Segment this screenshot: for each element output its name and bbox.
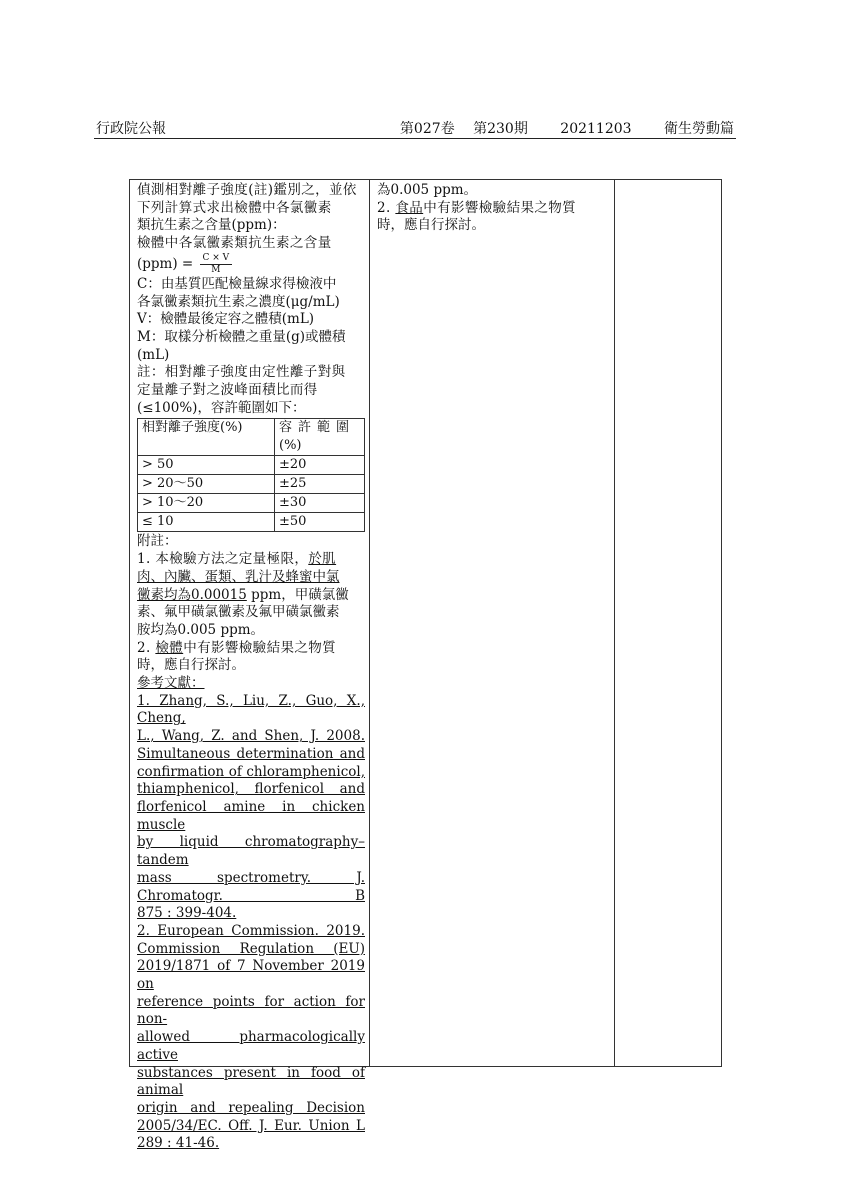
document-table bbox=[129, 179, 722, 1152]
intro-line-2: 下列計算式求出檢體中各氯黴素 bbox=[137, 199, 332, 216]
def-line-5: (mL) bbox=[137, 346, 170, 363]
appendix1-line-3: 黴素均為0.00015 ppm，甲磺氯黴 bbox=[137, 586, 349, 603]
ref2-line: 289 : 41-46. bbox=[137, 1135, 220, 1152]
def-line-1: C：由基質匹配檢量線求得檢液中 bbox=[137, 275, 337, 292]
table-row bbox=[138, 494, 365, 513]
ref1-line: Simultaneous determination and bbox=[137, 745, 365, 762]
appendix2-line-1: 2. 檢體中有影響檢驗結果之物質 bbox=[137, 639, 337, 656]
formula: (ppm) = $\frac{C \times V}{M}$ bbox=[137, 253, 365, 276]
appendix1-line-5: 胺均為0.005 ppm。 bbox=[137, 621, 265, 638]
ref2-line: origin and repealing Decision bbox=[137, 1099, 365, 1116]
revised-line-3: 時，應自行探討。 bbox=[377, 217, 485, 234]
ref1-line: L., Wang, Z. and Shen, J. 2008. bbox=[137, 728, 365, 745]
cell-intensity: > 50 bbox=[138, 456, 275, 475]
intro-line-1: 偵測相對離子強度(註)鑑別之，並依 bbox=[137, 182, 357, 198]
table-header-row bbox=[138, 419, 365, 456]
date-label: 20211203 bbox=[560, 121, 632, 137]
appendix2-line-2: 時，應自行探討。 bbox=[137, 657, 245, 674]
ref2-line: reference points for action for non- bbox=[137, 993, 365, 1028]
def-line-3: V：檢體最後定容之體積(mL) bbox=[137, 311, 315, 328]
appendix1-line-2: 肉、內臟、蛋類、乳汁及蜂蜜中氯 bbox=[137, 568, 340, 585]
def-line-2: 各氯黴素類抗生素之濃度(μg/mL) bbox=[137, 293, 340, 310]
ref2-line: 2019/1871 of 7 November 2019 on bbox=[137, 958, 365, 993]
publisher-name: 行政院公報 bbox=[96, 121, 166, 137]
ref2-line: substances present in food of animal bbox=[137, 1064, 365, 1099]
references-title: 參考文獻： bbox=[137, 675, 205, 692]
column-original bbox=[130, 180, 370, 1152]
page-header bbox=[94, 118, 736, 139]
appendix1-line-1: 1. 本檢驗方法之定量極限，於肌 bbox=[137, 551, 337, 568]
header-intensity: 相對離子強度(%) bbox=[138, 419, 275, 456]
tolerance-table bbox=[137, 418, 365, 532]
ref1-line: confirmation of chloramphenicol, bbox=[137, 763, 365, 780]
header-tolerance: 容許範圍 (%) bbox=[275, 419, 365, 456]
revised-line-2: 2. 食品中有影響檢驗結果之物質 bbox=[377, 199, 577, 216]
table-row bbox=[138, 475, 365, 494]
appendix-title: 附註： bbox=[137, 533, 178, 550]
formula-label: 檢體中各氯黴素類抗生素之含量 bbox=[137, 235, 332, 252]
volume-label: 第027卷 bbox=[399, 121, 455, 137]
ref1-line: 875 : 399-404. bbox=[137, 905, 237, 922]
def-line-4: M：取樣分析檢體之重量(g)或體積 bbox=[137, 328, 346, 345]
table-row bbox=[138, 456, 365, 475]
references-list bbox=[137, 693, 365, 1153]
section-label: 衛生勞動篇 bbox=[664, 121, 734, 137]
note-line-2: 定量離子對之波峰面積比而得 bbox=[137, 382, 318, 399]
table-row bbox=[138, 513, 365, 532]
note-line-1: 註：相對離子強度由定性離子對與 bbox=[137, 364, 346, 381]
note-line-3: (≤100%)，容許範圍如下： bbox=[137, 399, 306, 416]
ref1-line: florfenicol amine in chicken muscle bbox=[137, 798, 365, 833]
issue-info bbox=[386, 118, 734, 138]
intro-line-3: 類抗生素之含量(ppm)： bbox=[137, 217, 286, 234]
cell-intensity: > 20～50 bbox=[138, 475, 275, 494]
ref2-line: 2. European Commission. 2019. bbox=[137, 922, 365, 939]
column-revised bbox=[370, 180, 615, 1066]
revised-line-1: 為0.005 ppm。 bbox=[377, 182, 478, 198]
ref1-line: 1. Zhang, S., Liu, Z., Guo, X., Cheng, bbox=[137, 692, 365, 727]
cell-tolerance: ±50 bbox=[275, 513, 365, 532]
ref2-line: allowed pharmacologically active bbox=[137, 1029, 365, 1063]
column-notes bbox=[615, 180, 721, 1066]
cell-tolerance: ±30 bbox=[275, 494, 365, 513]
issue-label: 第230期 bbox=[473, 121, 528, 137]
ref1-line: by liquid chromatography–tandem bbox=[137, 834, 365, 869]
ref2-line: 2005/34/EC. Off. J. Eur. Union L bbox=[137, 1117, 365, 1134]
formula-fraction: $\frac{C \times V}{M}$ bbox=[200, 253, 233, 276]
cell-intensity: ≤ 10 bbox=[138, 513, 275, 532]
ref1-line: thiamphenicol, florfenicol and bbox=[137, 781, 365, 798]
cell-intensity: > 10～20 bbox=[138, 494, 275, 513]
cell-tolerance: ±20 bbox=[275, 456, 365, 475]
appendix1-line-4: 素、氟甲磺氯黴素及氟甲磺氯黴素 bbox=[137, 604, 340, 621]
ref2-line: Commission Regulation (EU) bbox=[137, 940, 365, 957]
ref1-line: mass spectrometry. J. Chromatogr. B bbox=[137, 869, 365, 904]
cell-tolerance: ±25 bbox=[275, 475, 365, 494]
